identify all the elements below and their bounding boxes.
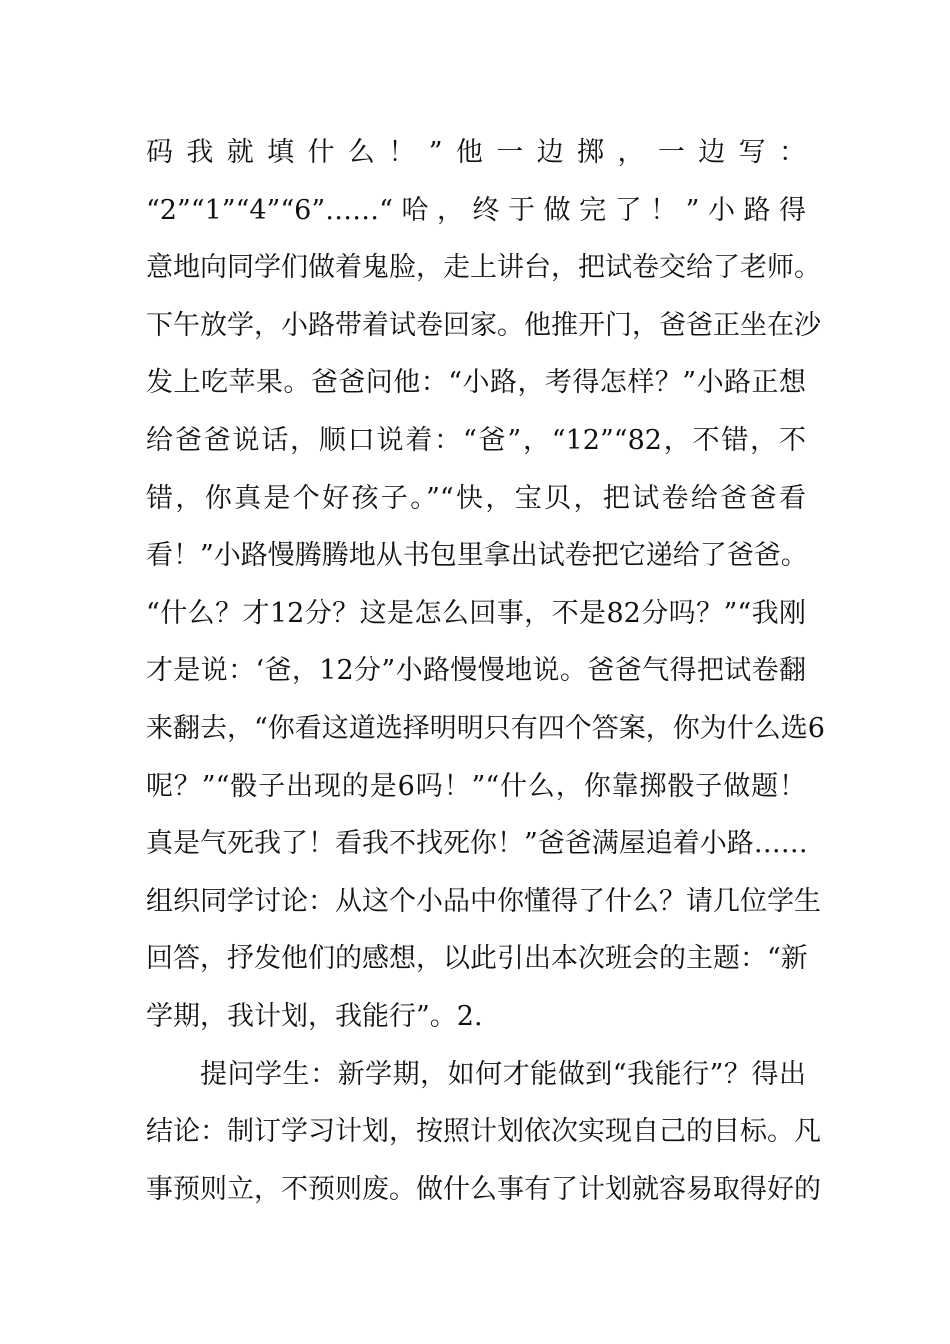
text-line: 回答，抒发他们的感想，以此引出本次班会的主题：“新 [146,943,808,975]
text-line: 事预则立，不预则废。做什么事有了计划就容易取得好的 [146,1173,821,1205]
document-body [146,124,825,1218]
text-line: 结论：制订学习计划，按照计划依次实现自己的目标。凡 [146,1116,821,1148]
text-line: 来翻去，“你看这道选择明明只有四个答案，你为什么选6 [146,712,825,744]
text-line: 意地向同学们做着鬼脸，走上讲台，把试卷交给了老师。 [146,252,821,284]
text-line: “什么？才12分？这是怎么回事，不是82分吗？”“我刚 [146,597,806,629]
paragraph-first-line: 提问学生：新学期，如何才能做到“我能行”？得出 [200,1058,806,1090]
text-line-last: 学期，我计划，我能行”。2. [146,1000,483,1032]
text-line: 错，你真是个好孩子。”“快，宝贝，把试卷给爸爸看 [146,482,806,514]
text-line: 码我就填什么！”他一边掷，一边写： [146,137,806,168]
text-line: 下午放学，小路带着试卷回家。他推开门，爸爸正坐在沙 [146,309,821,341]
text-line: 组织同学讨论：从这个小品中你懂得了什么？请几位学生 [146,885,821,917]
text-line: 呢？”“骰子出现的是6吗！”“什么，你靠掷骰子做题！ [146,770,806,802]
text-line: 才是说：‘爸，12分”小路慢慢地说。爸爸气得把试卷翻 [146,655,806,687]
text-line: 给爸爸说话，顺口说着：“爸”，“12”“82，不错，不 [146,424,806,456]
text-line: 真是气死我了！看我不找死你！”爸爸满屋追着小路…… [146,828,808,860]
text-line: 看！”小路慢腾腾地从书包里拿出试卷把它递给了爸爸。 [146,540,808,572]
text-line: 发上吃苹果。爸爸问他：“小路，考得怎样？”小路正想 [146,367,806,399]
text-line: “2”“1”“4”“6”……“哈，终于做完了！”小路得 [146,194,806,226]
